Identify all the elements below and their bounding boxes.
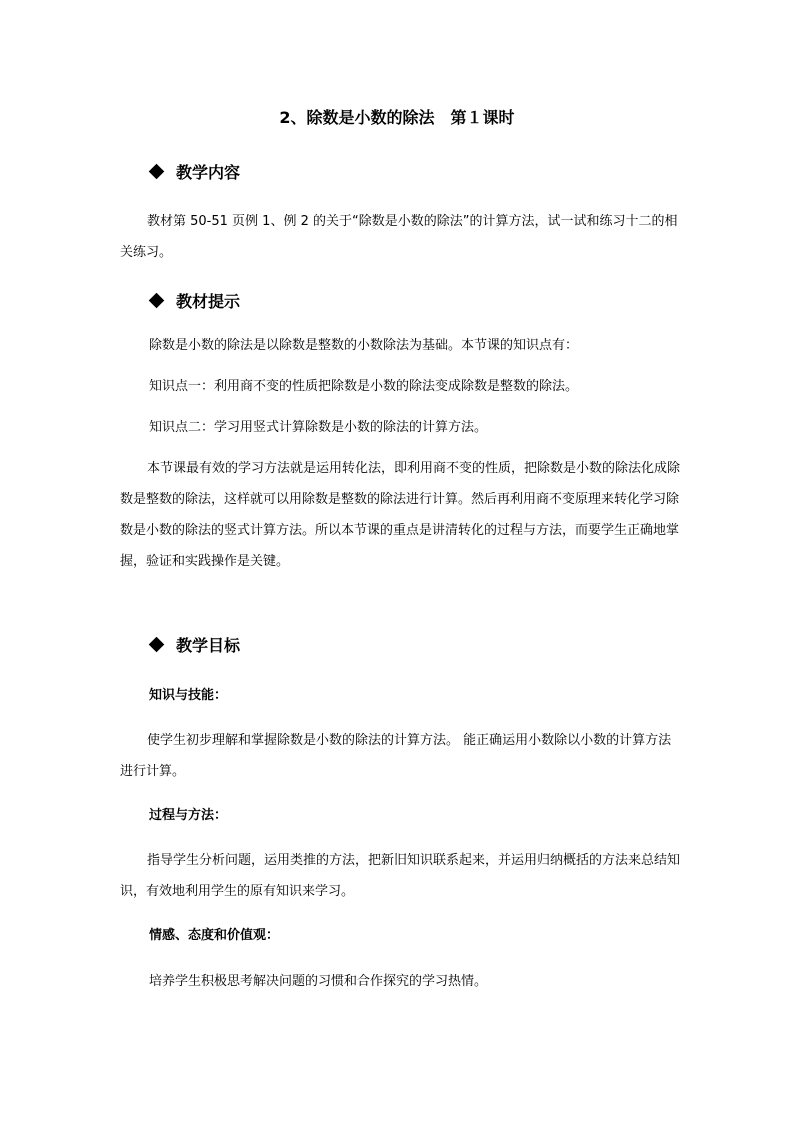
section-heading-label: 教学内容 bbox=[176, 163, 241, 182]
hints-summary: 本节课最有效的学习方法就是运用转化法，即利用商不变的性质，把除数是小数的除法化成除数是整数的除法，这样就可以用除数是整数的除法进行计算。然后再利用商不变原理来转化学习除数是小数的除法的竖式计算方法。所以本节课的重点是讲清转化的过程与方法，而要学生正确地掌握，验证和实践操作是关键。 bbox=[120, 461, 681, 569]
diamond-bullet-icon bbox=[149, 293, 165, 309]
section-heading-goals bbox=[149, 634, 240, 658]
goal-knowledge-label: 知识与技能： bbox=[149, 688, 228, 703]
hints-point-1: 知识点一：利用商不变的性质把除数是小数的除法变成除数是整数的除法。 bbox=[149, 379, 579, 394]
section-heading-hints bbox=[149, 290, 240, 314]
goal-emotion-label: 情感、态度和价值观： bbox=[149, 928, 280, 943]
section-heading-label: 教材提示 bbox=[176, 292, 241, 311]
section-heading-label: 教学目标 bbox=[176, 636, 241, 655]
goal-knowledge-text: 使学生初步理解和掌握除数是小数的除法的计算方法。 能正确运用小数除以小数的计算方法进行计算。 bbox=[120, 733, 672, 779]
diamond-bullet-icon bbox=[149, 164, 165, 180]
content-paragraph: 教材第 50-51 页例 1、例 2 的关于“除数是小数的除法”的计算方法，试一试和练习十二的相关练习。 bbox=[120, 214, 678, 260]
section-heading-content bbox=[149, 161, 240, 185]
hints-point-2: 知识点二：学习用竖式计算除数是小数的除法的计算方法。 bbox=[149, 420, 488, 435]
diamond-bullet-icon bbox=[149, 637, 165, 653]
goal-process-text: 指导学生分析问题，运用类推的方法，把新旧知识联系起来，并运用归纳概括的方法来总结知识，有效地利用学生的原有知识来学习。 bbox=[120, 853, 681, 899]
goal-process-label: 过程与方法： bbox=[149, 808, 228, 823]
hints-intro: 除数是小数的除法是以除数是整数的小数除法为基础。本节课的知识点有： bbox=[149, 338, 579, 353]
page-title: 2、除数是小数的除法 第１课时 bbox=[279, 108, 515, 127]
goal-emotion-text: 培养学生积极思考解决问题的习惯和合作探究的学习热情。 bbox=[149, 974, 488, 989]
